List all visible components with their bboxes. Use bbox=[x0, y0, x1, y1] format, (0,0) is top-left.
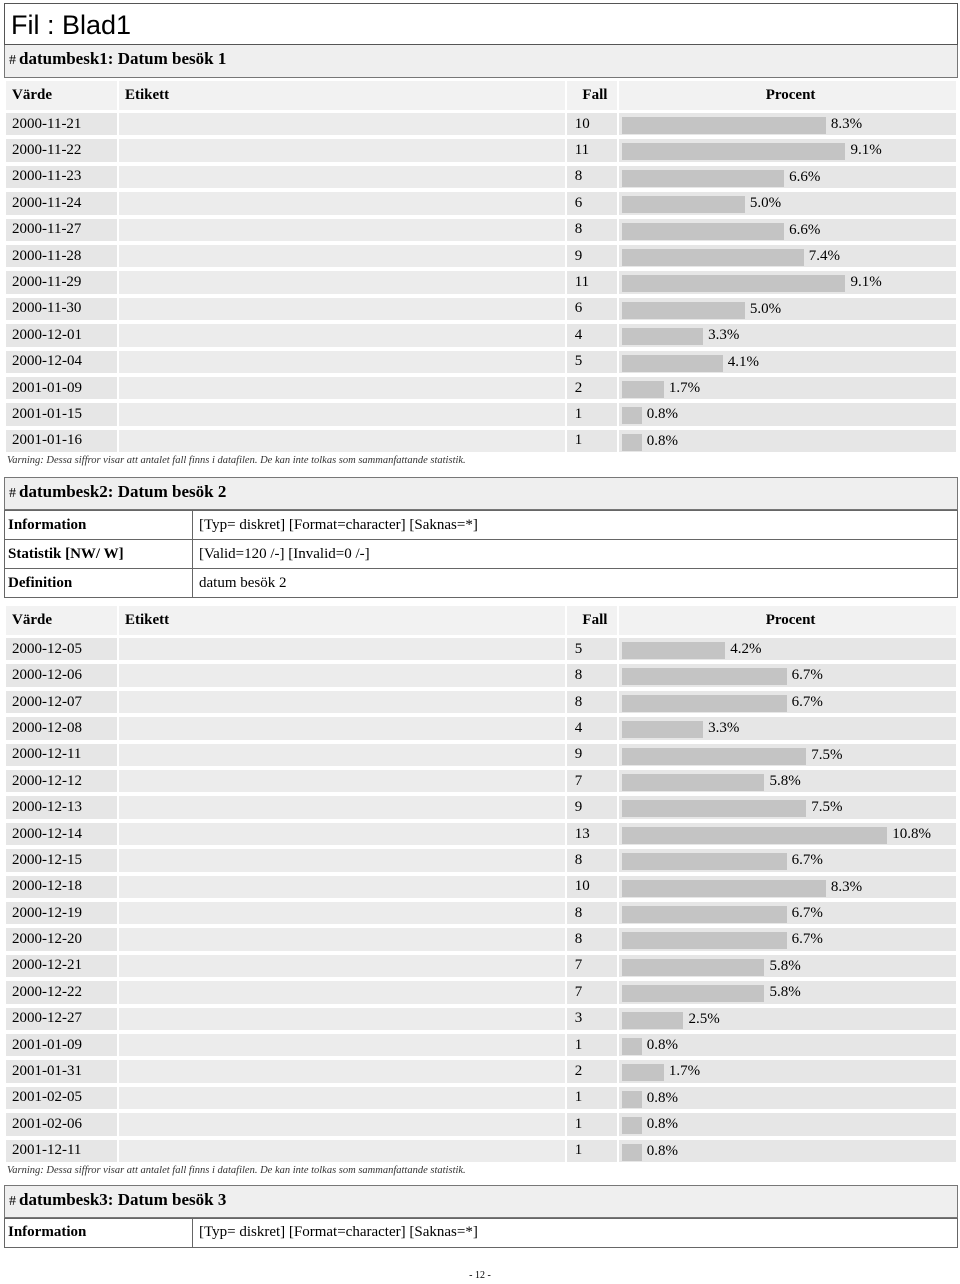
column-header-value: Värde bbox=[6, 606, 117, 638]
row-count: 2 bbox=[567, 1060, 617, 1086]
percent-label: 5.0% bbox=[749, 300, 782, 317]
statistics-value: [Valid=120 /-] [Invalid=0 /-] bbox=[193, 540, 958, 569]
percent-label: 6.7% bbox=[791, 667, 823, 684]
row-value: 2000-11-21 bbox=[6, 113, 117, 139]
row-value: 2000-12-04 bbox=[6, 351, 117, 377]
frequency-table-datumbesk2 bbox=[4, 606, 958, 1166]
definition-label: Definition bbox=[5, 569, 193, 598]
percent-bar bbox=[622, 906, 786, 923]
row-label bbox=[119, 351, 565, 377]
column-header-percent: Procent bbox=[619, 606, 956, 638]
row-count: 8 bbox=[567, 219, 617, 245]
row-value: 2000-12-21 bbox=[6, 955, 117, 981]
table-row bbox=[6, 377, 956, 403]
percent-bar bbox=[622, 196, 745, 213]
table-row bbox=[6, 981, 956, 1007]
row-count: 8 bbox=[567, 664, 617, 690]
table-row bbox=[6, 1087, 956, 1113]
row-percent-cell bbox=[619, 430, 956, 456]
row-percent-cell bbox=[619, 770, 956, 796]
warning-note: Varning: Dessa siffror visar att antalet fall finns i datafilen. De kan inte tolkas som sammanfattande statistik. bbox=[7, 1164, 466, 1176]
row-label bbox=[119, 691, 565, 717]
row-count: 7 bbox=[567, 955, 617, 981]
row-percent-cell bbox=[619, 717, 956, 743]
variable-info-table bbox=[4, 1218, 958, 1248]
row-percent-cell bbox=[619, 849, 956, 875]
row-value: 2001-02-06 bbox=[6, 1113, 117, 1139]
row-value: 2000-12-20 bbox=[6, 928, 117, 954]
row-percent-cell bbox=[619, 351, 956, 377]
row-label bbox=[119, 1060, 565, 1086]
percent-label: 0.8% bbox=[646, 1116, 678, 1133]
row-label bbox=[119, 377, 565, 403]
row-count: 9 bbox=[567, 744, 617, 770]
percent-label: 5.0% bbox=[749, 195, 782, 212]
row-count: 5 bbox=[567, 351, 617, 377]
table-row bbox=[6, 823, 956, 849]
info-row bbox=[5, 1218, 958, 1247]
variable-header-datumbesk1 bbox=[4, 45, 958, 78]
row-label bbox=[119, 664, 565, 690]
table-row bbox=[6, 298, 956, 324]
row-value: 2000-12-12 bbox=[6, 770, 117, 796]
percent-bar bbox=[622, 355, 723, 372]
row-label bbox=[119, 113, 565, 139]
row-label bbox=[119, 139, 565, 165]
warning-note: Varning: Dessa siffror visar att antalet fall finns i datafilen. De kan inte tolkas som sammanfattande statistik. bbox=[7, 455, 466, 467]
row-value: 2000-12-18 bbox=[6, 876, 117, 902]
definition-value: datum besök 2 bbox=[193, 569, 958, 598]
table-row bbox=[6, 770, 956, 796]
row-percent-cell bbox=[619, 876, 956, 902]
percent-label: 6.6% bbox=[789, 168, 821, 185]
percent-bar bbox=[622, 827, 887, 844]
variable-header-datumbesk3 bbox=[4, 1185, 958, 1218]
row-percent-cell bbox=[619, 1113, 956, 1139]
row-label bbox=[119, 403, 565, 429]
row-label bbox=[119, 1087, 565, 1113]
row-label bbox=[119, 849, 565, 875]
row-count: 1 bbox=[567, 1113, 617, 1139]
row-value: 2000-11-24 bbox=[6, 192, 117, 218]
table-row bbox=[6, 796, 956, 822]
row-count: 3 bbox=[567, 1008, 617, 1034]
row-percent-cell bbox=[619, 1034, 956, 1060]
frequency-table-datumbesk1 bbox=[4, 81, 958, 456]
row-percent-cell bbox=[619, 691, 956, 717]
row-count: 6 bbox=[567, 298, 617, 324]
row-value: 2001-01-15 bbox=[6, 403, 117, 429]
row-label bbox=[119, 430, 565, 456]
percent-label: 6.6% bbox=[789, 221, 821, 238]
column-header-count: Fall bbox=[567, 81, 617, 113]
table-row bbox=[6, 351, 956, 377]
row-count: 1 bbox=[567, 403, 617, 429]
percent-label: 1.7% bbox=[668, 1063, 701, 1080]
percent-bar bbox=[622, 143, 845, 160]
percent-bar bbox=[622, 328, 703, 345]
row-value: 2000-11-30 bbox=[6, 298, 117, 324]
row-label bbox=[119, 902, 565, 928]
percent-bar bbox=[622, 1064, 664, 1081]
row-value: 2000-11-22 bbox=[6, 139, 117, 165]
row-value: 2000-12-27 bbox=[6, 1008, 117, 1034]
table-row bbox=[6, 691, 956, 717]
percent-label: 7.4% bbox=[808, 247, 840, 264]
percent-label: 10.8% bbox=[892, 825, 931, 842]
table-row bbox=[6, 139, 956, 165]
row-percent-cell bbox=[619, 1140, 956, 1166]
percent-label: 7.5% bbox=[811, 746, 843, 763]
page-number: - 12 - bbox=[469, 1270, 491, 1281]
table-row bbox=[6, 928, 956, 954]
row-label bbox=[119, 955, 565, 981]
row-percent-cell bbox=[619, 298, 956, 324]
row-count: 13 bbox=[567, 823, 617, 849]
percent-bar bbox=[622, 853, 786, 870]
info-label: Information bbox=[5, 511, 193, 540]
table-row bbox=[6, 271, 956, 297]
percent-bar bbox=[622, 223, 784, 240]
row-percent-cell bbox=[619, 664, 956, 690]
row-value: 2001-01-09 bbox=[6, 377, 117, 403]
table-row bbox=[6, 245, 956, 271]
row-percent-cell bbox=[619, 271, 956, 297]
row-count: 8 bbox=[567, 166, 617, 192]
table-row bbox=[6, 717, 956, 743]
row-percent-cell bbox=[619, 638, 956, 664]
row-count: 8 bbox=[567, 902, 617, 928]
row-count: 7 bbox=[567, 981, 617, 1007]
table-header-row bbox=[6, 81, 956, 113]
info-value: [Typ= diskret] [Format=character] [Saknas=*] bbox=[193, 1218, 958, 1247]
percent-label: 2.5% bbox=[688, 1010, 720, 1027]
row-value: 2001-12-11 bbox=[6, 1140, 117, 1166]
row-percent-cell bbox=[619, 219, 956, 245]
hash-marker: # bbox=[9, 1193, 16, 1209]
table-row bbox=[6, 192, 956, 218]
percent-bar bbox=[622, 302, 745, 319]
table-row bbox=[6, 955, 956, 981]
row-value: 2001-02-05 bbox=[6, 1087, 117, 1113]
table-row bbox=[6, 324, 956, 350]
row-percent-cell bbox=[619, 823, 956, 849]
percent-label: 0.8% bbox=[646, 406, 678, 423]
percent-label: 4.1% bbox=[727, 353, 759, 370]
row-count: 7 bbox=[567, 770, 617, 796]
table-row bbox=[6, 744, 956, 770]
row-count: 1 bbox=[567, 1034, 617, 1060]
variable-title: datumbesk1: Datum besök 1 bbox=[19, 49, 227, 68]
frequency-table-body bbox=[6, 113, 956, 456]
row-value: 2000-12-08 bbox=[6, 717, 117, 743]
percent-label: 0.8% bbox=[646, 1142, 678, 1159]
percent-bar bbox=[622, 668, 786, 685]
percent-bar bbox=[622, 117, 826, 134]
row-value: 2000-12-15 bbox=[6, 849, 117, 875]
percent-label: 9.1% bbox=[850, 142, 882, 159]
percent-bar bbox=[622, 275, 845, 292]
percent-label: 6.7% bbox=[791, 904, 823, 921]
percent-label: 8.3% bbox=[830, 116, 863, 132]
percent-label: 1.7% bbox=[668, 379, 701, 396]
percent-label: 6.7% bbox=[791, 931, 823, 948]
column-header-value: Värde bbox=[6, 81, 117, 113]
row-label bbox=[119, 219, 565, 245]
row-count: 9 bbox=[567, 796, 617, 822]
column-header-count: Fall bbox=[567, 606, 617, 638]
definition-row bbox=[5, 569, 958, 598]
row-count: 1 bbox=[567, 430, 617, 456]
row-value: 2000-12-06 bbox=[6, 664, 117, 690]
row-label bbox=[119, 245, 565, 271]
variable-header-datumbesk2 bbox=[4, 477, 958, 510]
row-value: 2000-12-11 bbox=[6, 744, 117, 770]
statistics-row bbox=[5, 540, 958, 569]
percent-bar bbox=[622, 434, 642, 451]
row-count: 11 bbox=[567, 271, 617, 297]
info-label: Information bbox=[5, 1218, 193, 1247]
table-row bbox=[6, 664, 956, 690]
row-label bbox=[119, 928, 565, 954]
row-label bbox=[119, 796, 565, 822]
table-row bbox=[6, 1113, 956, 1139]
row-label bbox=[119, 770, 565, 796]
table-row bbox=[6, 403, 956, 429]
percent-bar bbox=[622, 1038, 642, 1055]
row-count: 6 bbox=[567, 192, 617, 218]
row-percent-cell bbox=[619, 1008, 956, 1034]
row-count: 5 bbox=[567, 638, 617, 664]
row-percent-cell bbox=[619, 1060, 956, 1086]
row-value: 2000-11-29 bbox=[6, 271, 117, 297]
hash-marker: # bbox=[9, 486, 16, 502]
row-value: 2000-12-13 bbox=[6, 796, 117, 822]
row-value: 2001-01-31 bbox=[6, 1060, 117, 1086]
frequency-table-body bbox=[6, 638, 956, 1166]
row-percent-cell bbox=[619, 928, 956, 954]
row-percent-cell bbox=[619, 324, 956, 350]
row-percent-cell bbox=[619, 744, 956, 770]
row-percent-cell bbox=[619, 113, 956, 139]
percent-bar bbox=[622, 774, 764, 791]
row-label bbox=[119, 298, 565, 324]
table-row bbox=[6, 849, 956, 875]
statistics-label: Statistik [NW/ W] bbox=[5, 540, 193, 569]
row-count: 4 bbox=[567, 324, 617, 350]
row-label bbox=[119, 1140, 565, 1166]
percent-label: 5.8% bbox=[769, 957, 801, 974]
info-value: [Typ= diskret] [Format=character] [Saknas=*] bbox=[193, 511, 958, 540]
row-value: 2000-11-23 bbox=[6, 166, 117, 192]
percent-bar bbox=[622, 748, 806, 765]
info-row bbox=[5, 511, 958, 540]
table-row bbox=[6, 876, 956, 902]
percent-bar bbox=[622, 985, 764, 1002]
percent-bar bbox=[622, 932, 786, 949]
row-count: 10 bbox=[567, 876, 617, 902]
percent-label: 6.7% bbox=[791, 852, 823, 869]
table-header-row bbox=[6, 606, 956, 638]
row-label bbox=[119, 638, 565, 664]
row-value: 2000-12-01 bbox=[6, 324, 117, 350]
percent-label: 3.3% bbox=[708, 327, 740, 344]
row-count: 8 bbox=[567, 691, 617, 717]
row-value: 2000-11-28 bbox=[6, 245, 117, 271]
row-count: 2 bbox=[567, 377, 617, 403]
row-label bbox=[119, 876, 565, 902]
table-row bbox=[6, 638, 956, 664]
row-percent-cell bbox=[619, 139, 956, 165]
table-row bbox=[6, 1140, 956, 1166]
variable-info-table bbox=[4, 510, 958, 598]
row-percent-cell bbox=[619, 981, 956, 1007]
column-header-label: Etikett bbox=[119, 606, 565, 638]
row-count: 11 bbox=[567, 139, 617, 165]
row-value: 2000-12-14 bbox=[6, 823, 117, 849]
row-percent-cell bbox=[619, 192, 956, 218]
percent-label: 5.8% bbox=[769, 984, 801, 1001]
row-value: 2001-01-16 bbox=[6, 430, 117, 456]
percent-bar bbox=[622, 1144, 642, 1161]
row-label bbox=[119, 981, 565, 1007]
percent-bar bbox=[622, 249, 804, 266]
row-percent-cell bbox=[619, 955, 956, 981]
row-value: 2000-12-07 bbox=[6, 691, 117, 717]
codebook-page bbox=[4, 3, 958, 1248]
row-label bbox=[119, 1113, 565, 1139]
row-label bbox=[119, 324, 565, 350]
percent-label: 4.2% bbox=[730, 641, 762, 658]
table-row bbox=[6, 1060, 956, 1086]
row-value: 2001-01-09 bbox=[6, 1034, 117, 1060]
row-label bbox=[119, 192, 565, 218]
percent-label: 0.8% bbox=[646, 1036, 678, 1053]
variable-title: datumbesk3: Datum besök 3 bbox=[19, 1189, 227, 1209]
percent-bar bbox=[622, 880, 826, 897]
percent-label: 0.8% bbox=[646, 432, 678, 449]
row-count: 1 bbox=[567, 1140, 617, 1166]
row-percent-cell bbox=[619, 1087, 956, 1113]
row-label bbox=[119, 271, 565, 297]
row-label bbox=[119, 1034, 565, 1060]
percent-bar bbox=[622, 381, 664, 398]
row-count: 9 bbox=[567, 245, 617, 271]
row-count: 8 bbox=[567, 928, 617, 954]
percent-bar bbox=[622, 800, 806, 817]
table-row bbox=[6, 430, 956, 456]
row-percent-cell bbox=[619, 166, 956, 192]
page-title: Fil : Blad1 bbox=[4, 3, 958, 45]
row-percent-cell bbox=[619, 403, 956, 429]
row-value: 2000-11-27 bbox=[6, 219, 117, 245]
percent-bar bbox=[622, 721, 703, 738]
row-value: 2000-12-19 bbox=[6, 902, 117, 928]
row-count: 1 bbox=[567, 1087, 617, 1113]
percent-bar bbox=[622, 1012, 683, 1029]
percent-bar bbox=[622, 695, 786, 712]
percent-label: 6.7% bbox=[791, 693, 823, 710]
percent-label: 9.1% bbox=[850, 274, 882, 291]
column-header-percent: Procent bbox=[619, 81, 956, 113]
percent-bar bbox=[622, 1091, 642, 1108]
row-count: 4 bbox=[567, 717, 617, 743]
percent-label: 3.3% bbox=[708, 720, 740, 737]
table-row bbox=[6, 1034, 956, 1060]
row-label bbox=[119, 166, 565, 192]
table-row bbox=[6, 1008, 956, 1034]
percent-label: 7.5% bbox=[811, 799, 843, 816]
row-value: 2000-12-22 bbox=[6, 981, 117, 1007]
table-row bbox=[6, 902, 956, 928]
hash-marker: # bbox=[9, 53, 16, 68]
percent-bar bbox=[622, 407, 642, 424]
row-percent-cell bbox=[619, 377, 956, 403]
table-row bbox=[6, 166, 956, 192]
percent-bar bbox=[622, 170, 784, 187]
row-label bbox=[119, 823, 565, 849]
row-percent-cell bbox=[619, 796, 956, 822]
table-row bbox=[6, 113, 956, 139]
row-percent-cell bbox=[619, 902, 956, 928]
row-count: 10 bbox=[567, 113, 617, 139]
percent-bar bbox=[622, 959, 764, 976]
percent-bar bbox=[622, 642, 725, 659]
row-value: 2000-12-05 bbox=[6, 638, 117, 664]
row-label bbox=[119, 717, 565, 743]
percent-label: 0.8% bbox=[646, 1089, 678, 1106]
column-header-label: Etikett bbox=[119, 81, 565, 113]
percent-bar bbox=[622, 1117, 642, 1134]
row-label bbox=[119, 744, 565, 770]
row-count: 8 bbox=[567, 849, 617, 875]
variable-title: datumbesk2: Datum besök 2 bbox=[19, 482, 227, 502]
percent-label: 8.3% bbox=[830, 878, 863, 895]
row-label bbox=[119, 1008, 565, 1034]
table-row bbox=[6, 219, 956, 245]
percent-label: 5.8% bbox=[769, 773, 801, 790]
row-percent-cell bbox=[619, 245, 956, 271]
